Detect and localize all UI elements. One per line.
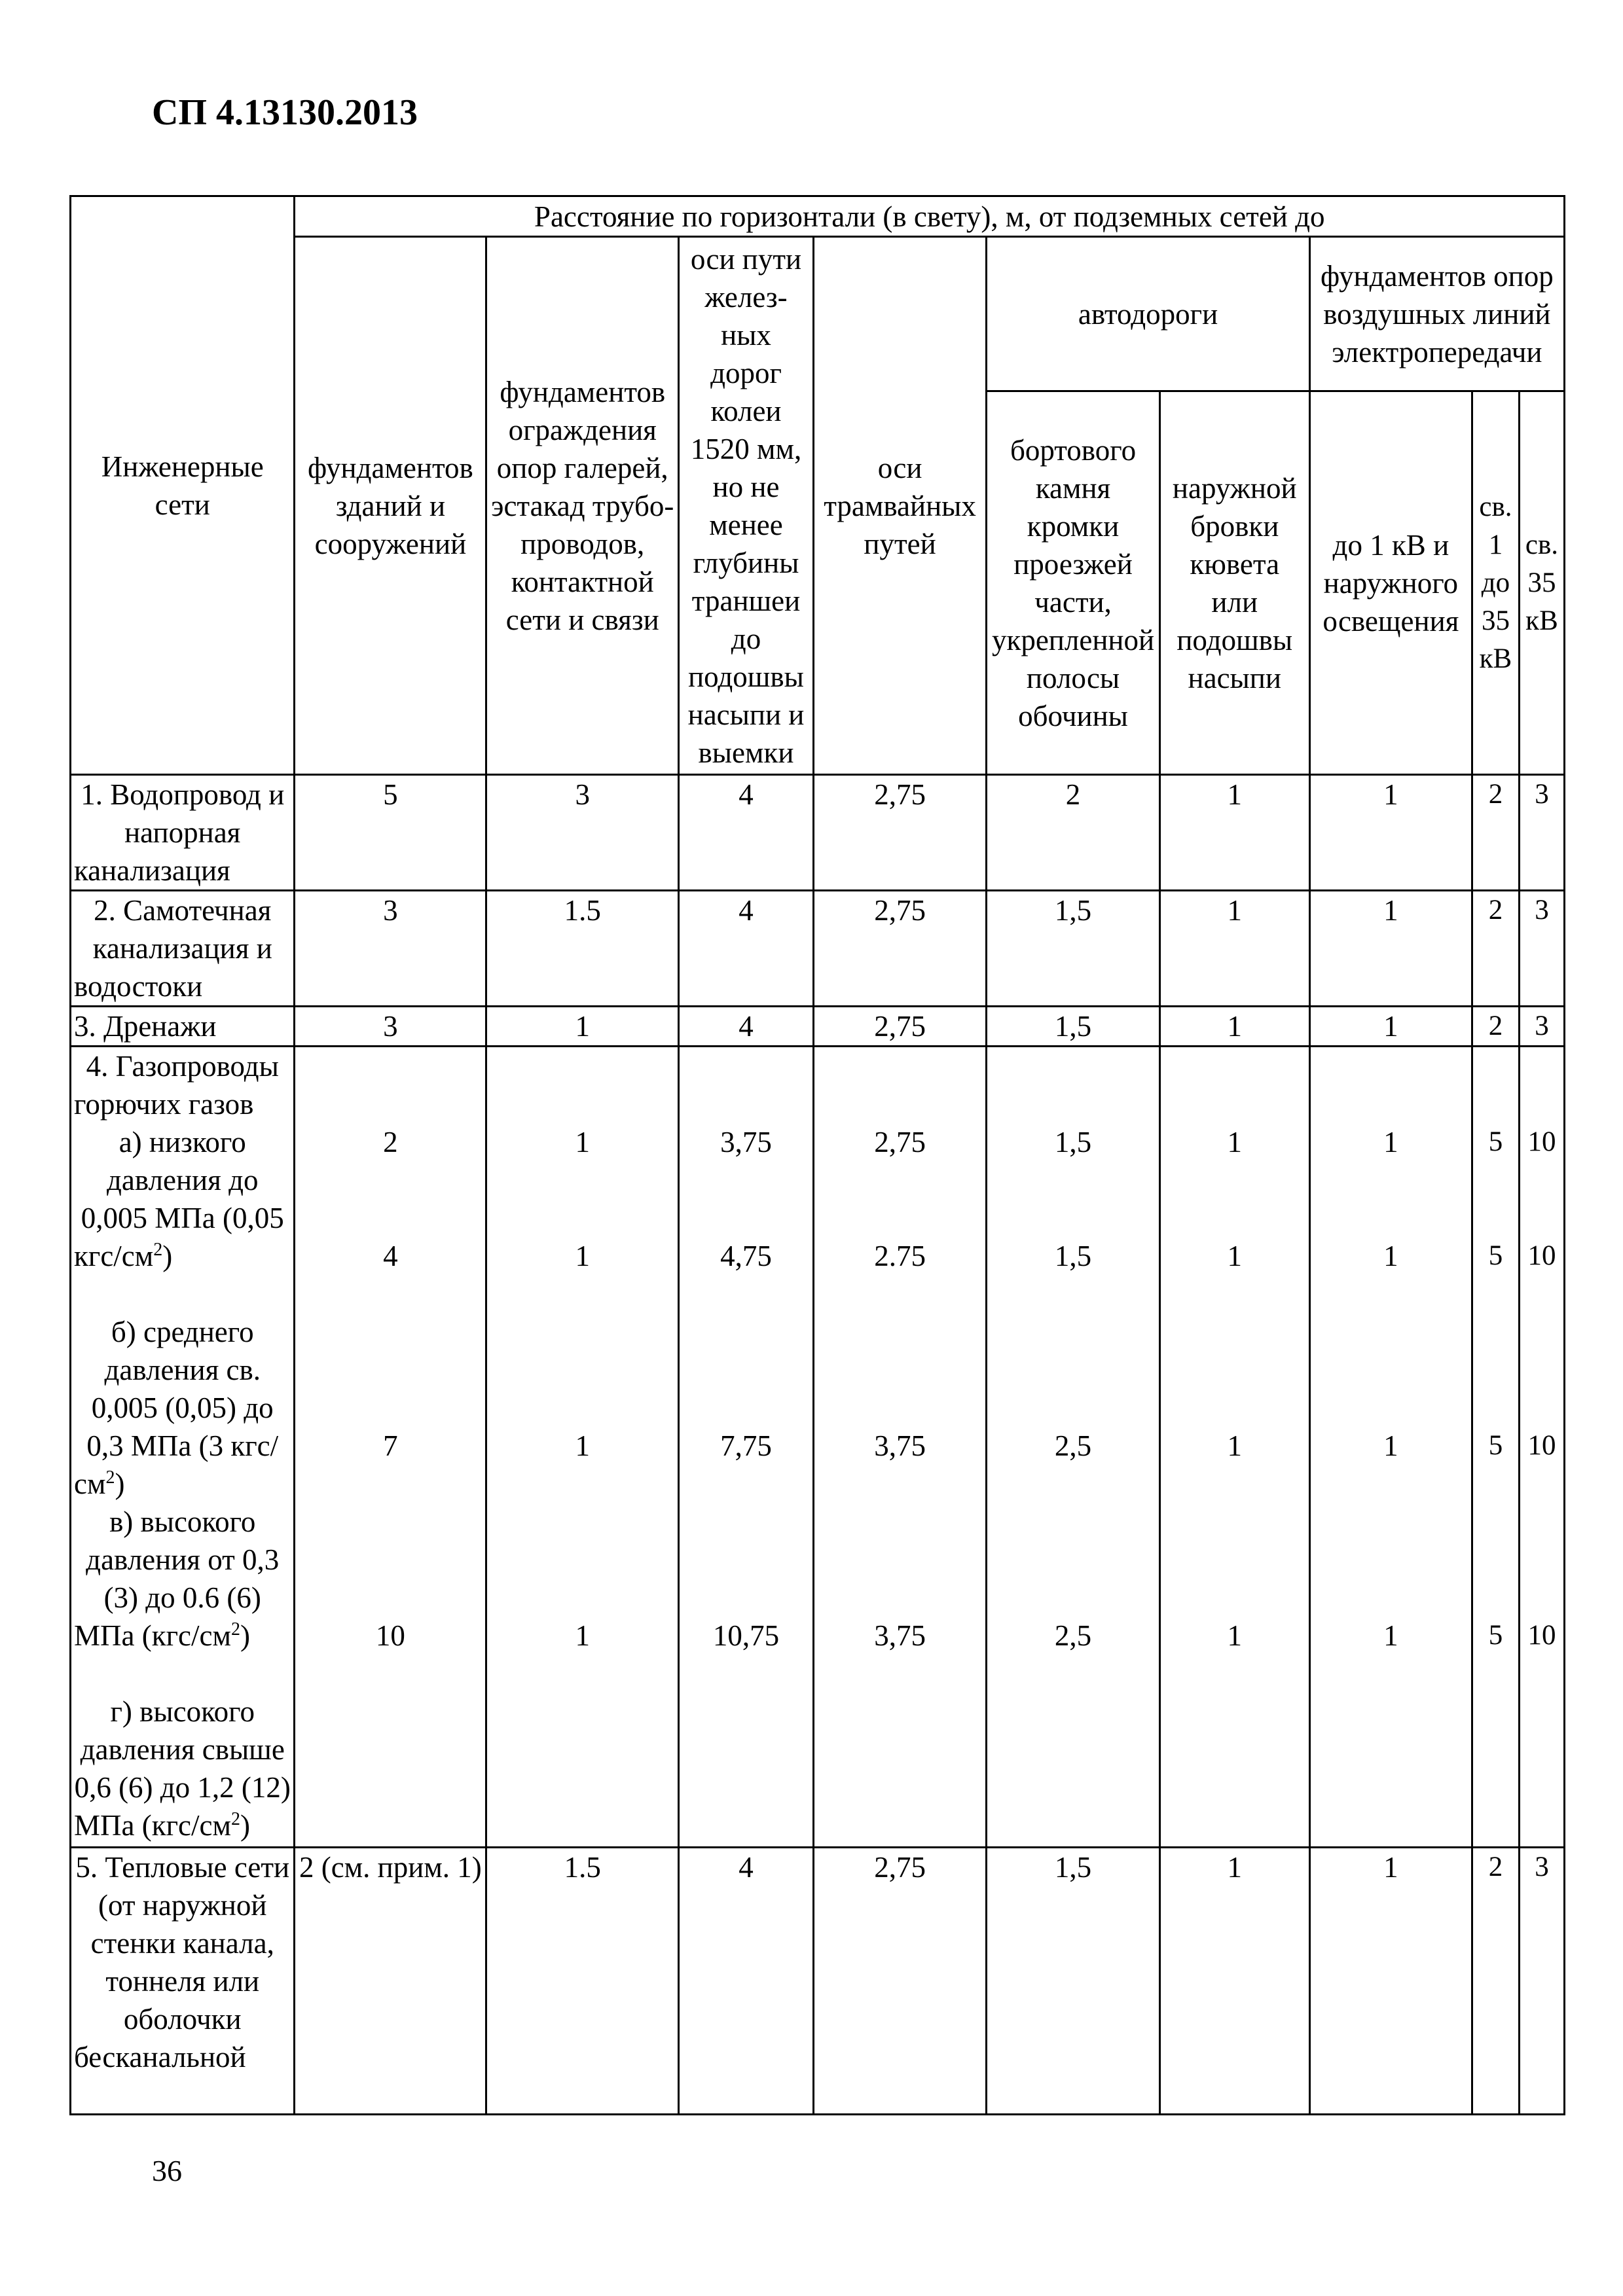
document-code: СП 4.13130.2013: [152, 92, 418, 133]
cell-value: 2: [1472, 1848, 1519, 2115]
table-row-gas: [71, 1047, 1565, 1848]
cell-value: 2,75: [813, 1007, 986, 1047]
gas-values-col-8: 5 5 5 5: [1472, 1047, 1519, 1848]
cell-value: 2 (см. прим. 1): [295, 1848, 486, 2115]
cell-value: 2: [1472, 775, 1519, 891]
gas-subrow-c: в) высокого давления от 0,3 (3) до 0.6 (6) МПа $(кгс/см^2)$: [74, 1505, 280, 1652]
gas-title: 4. Газопроводы горючих газов: [74, 1050, 279, 1121]
cell-value: 4: [679, 775, 814, 891]
page-number: 36: [152, 2154, 182, 2187]
row-name: 1. Водопровод и напорная канализация: [71, 775, 295, 891]
row-name: 2. Самотечная канализация и водостоки: [71, 891, 295, 1007]
header-railway-axis: оси пути желез-ных дорог колеи 1520 мм, но не менее глубины траншеи до подошвы насыпи и выемки: [679, 237, 814, 775]
cell-value: 3: [1519, 775, 1564, 891]
header-curb-stone: бортового камня кромки проезжей части, укрепленной полосы обочины: [987, 391, 1159, 775]
cell-value: 1: [1309, 1007, 1472, 1047]
gas-values-col-5: 1,5 1,5 2,5 2,5: [987, 1047, 1159, 1848]
cell-value: 1,5: [987, 891, 1159, 1007]
cell-value: 1: [1309, 1848, 1472, 2115]
gas-values-col-9: 10 10 10 10: [1519, 1047, 1564, 1848]
cell-value: 1: [1159, 1007, 1309, 1047]
gas-subrow-d: г) высокого давления свыше 0,6 (6) до 1,2 (12) МПа $(кгс/см^2)$: [74, 1695, 291, 1842]
header-building-foundations: фундаментов зданий и сооружений: [295, 237, 486, 775]
header-engineering-networks: Инженерные сети: [71, 196, 295, 775]
cell-value: 1.5: [486, 891, 679, 1007]
header-row-sub: [71, 237, 1565, 391]
header-ditch-edge: наружной бровки кювета или подошвы насыпи: [1159, 391, 1309, 775]
cell-value: 1: [1309, 891, 1472, 1007]
cell-value: 2,75: [813, 775, 986, 891]
cell-value: 3: [295, 891, 486, 1007]
gas-values-col-4: 2,75 2.75 3,75 3,75: [813, 1047, 986, 1848]
table-row: [71, 891, 1565, 1007]
header-over-35kv: св. 35 кВ: [1519, 391, 1564, 775]
cell-value: 1,5: [987, 1007, 1159, 1047]
table-row: [71, 1007, 1565, 1047]
cell-value: 1: [1159, 891, 1309, 1007]
cell-value: 2,75: [813, 1848, 986, 2115]
row-name: 5. Тепловые сети (от наружной стенки канала, тоннеля или оболочки бесканальной: [71, 1848, 295, 2115]
cell-value: 3: [1519, 1848, 1564, 2115]
cell-value: 1: [1159, 775, 1309, 891]
header-row-group: [71, 196, 1565, 237]
cell-value: 3: [486, 775, 679, 891]
cell-value: 3: [1519, 891, 1564, 1007]
cell-value: 3: [1519, 1007, 1564, 1047]
cell-value: 1: [1159, 1848, 1309, 2115]
gas-values-col-1: 2 4 7 10: [295, 1047, 486, 1848]
header-power-line-supports: фундаментов опор воздушных линий электропередачи: [1309, 237, 1564, 391]
table-row: [71, 775, 1565, 891]
gas-values-col-6: 1 1 1 1: [1159, 1047, 1309, 1848]
cell-value: 4: [679, 891, 814, 1007]
header-support-foundations: фундаментов ограждения опор галерей, эстакад трубо-проводов, контактной сети и связи: [486, 237, 679, 775]
row-name: 3. Дренажи: [71, 1007, 295, 1047]
cell-value: 1,5: [987, 1848, 1159, 2115]
header-up-to-1kv: до 1 кВ и наружного освещения: [1309, 391, 1472, 775]
gas-values-col-2: 1 1 1 1: [486, 1047, 679, 1848]
gas-values-col-7: 1 1 1 1: [1309, 1047, 1472, 1848]
cell-value: 1: [486, 1007, 679, 1047]
cell-value: 1: [1309, 775, 1472, 891]
cell-value: 1.5: [486, 1848, 679, 2115]
cell-value: 2: [1472, 891, 1519, 1007]
cell-value: 2: [987, 775, 1159, 891]
table-row: [71, 1848, 1565, 2115]
cell-value: 3: [295, 1007, 486, 1047]
gas-subrow-b: б) среднего давления св. 0,005 (0,05) до 0,3 МПа (3 кгс/$см^2$): [74, 1316, 279, 1500]
row-name-gas: [71, 1047, 295, 1848]
cell-value: 4: [679, 1007, 814, 1047]
cell-value: 2: [1472, 1007, 1519, 1047]
header-tram-axis: оси трамвайных путей: [813, 237, 986, 775]
cell-value: 2,75: [813, 891, 986, 1007]
gas-values-col-3: 3,75 4,75 7,75 10,75: [679, 1047, 814, 1848]
header-roads: автодороги: [987, 237, 1309, 391]
header-1-to-35kv: св. 1 до 35 кВ: [1472, 391, 1519, 775]
distances-table: [69, 195, 1565, 2115]
cell-value: 4: [679, 1848, 814, 2115]
header-group-title: Расстояние по горизонтали (в свету), м, от подземных сетей до: [295, 196, 1565, 237]
cell-value: 5: [295, 775, 486, 891]
gas-subrow-a: а) низкого давления до 0,005 МПа (0,05 кгс/$см^2$): [74, 1126, 284, 1272]
